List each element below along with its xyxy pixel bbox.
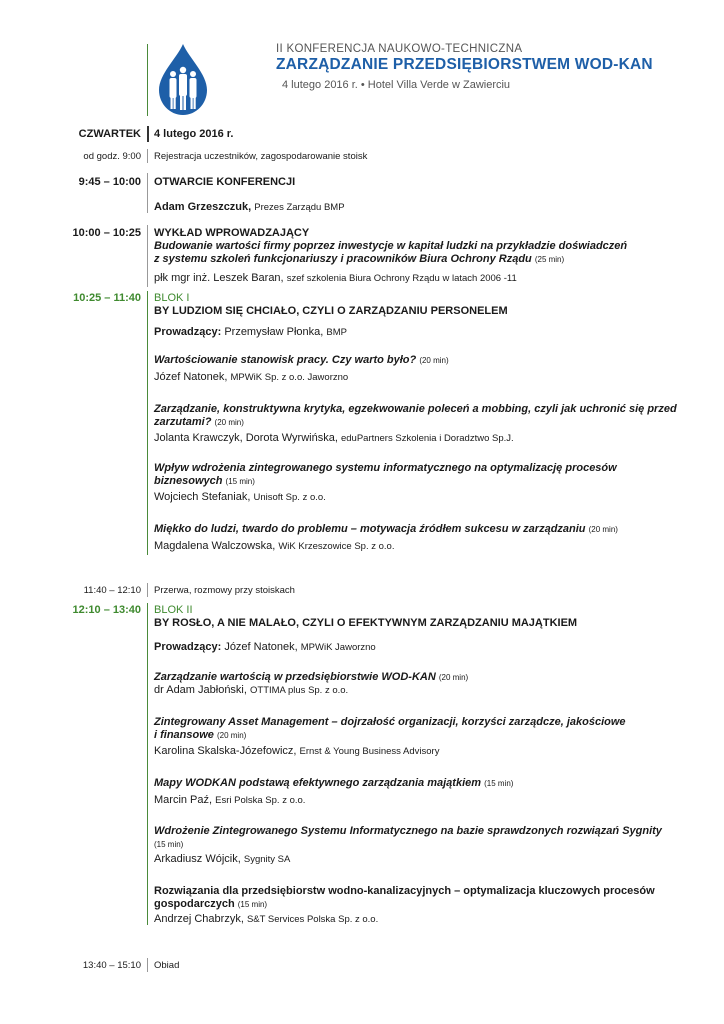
conference-title: ZARZĄDZANIE PRZEDSIĘBIORSTWEM WOD-KAN — [276, 56, 653, 73]
blok1-talk-4-title: Miękko do ludzi, twardo do problemu – motywacja źródłem sukcesu w zarządzaniu (20 min) — [154, 523, 618, 535]
keynote-time: 10:00 – 10:25 — [72, 227, 141, 239]
blok1-title: BY LUDZIOM SIĘ CHCIAŁO, CZYLI O ZARZĄDZANIU PERSONELEM — [154, 305, 508, 317]
blok2-talk-4-duration: (15 min) — [154, 840, 184, 849]
lunch-time: 13:40 – 15:10 — [82, 960, 141, 971]
blok2-time: 12:10 – 13:40 — [72, 604, 141, 616]
registration-text: Rejestracja uczestników, zagospodarowanie stoisk — [154, 151, 368, 162]
header-divider — [147, 44, 148, 116]
row-divider — [147, 958, 148, 972]
lunch-text: Obiad — [154, 960, 180, 971]
keynote-topic-cont: z systemu szkoleń funkcjonariuszy i pracowników Biura Ochrony Rządu (25 min) — [154, 253, 565, 265]
break-time: 11:40 – 12:10 — [83, 585, 141, 596]
row-divider — [147, 583, 148, 597]
blok2-divider — [147, 603, 148, 925]
conference-logo — [157, 44, 209, 116]
blok2-talk-3-title: Mapy WODKAN podstawą efektywnego zarządzania majątkiem (15 min) — [154, 777, 514, 789]
registration-time: od godz. 9:00 — [83, 151, 141, 162]
keynote-topic: Budowanie wartości firmy poprzez inwestycje w kapitał ludzki na przykładzie doświadczeń — [154, 240, 628, 252]
row-divider — [147, 225, 148, 287]
blok2-talk-4-title: Wdrożenie Zintegrowanego Systemu Informatycznego na bazie sprawdzonych rozwiązań Sygnity — [154, 825, 662, 837]
row-divider — [147, 149, 148, 163]
blok1-divider — [147, 291, 148, 555]
day-date: 4 lutego 2016 r. — [154, 128, 234, 140]
blok1-talk-2-speaker: Jolanta Krawczyk, Dorota Wyrwińska, eduPartners Szkolenia i Doradztwo Sp.J. — [154, 432, 514, 444]
day-label: CZWARTEK — [78, 128, 141, 140]
blok1-talk-2-title-cont: zarzutami? (20 min) — [154, 416, 244, 428]
blok1-moderator: Prowadzący: Przemysław Płonka, BMP — [154, 326, 348, 338]
blok2-title: BY ROSŁO, A NIE MALAŁO, CZYLI O EFEKTYWNYM ZARZĄDZANIU MAJĄTKIEM — [154, 617, 578, 629]
blok2-moderator: Prowadzący: Józef Natonek, MPWiK Jaworzno — [154, 641, 376, 653]
blok2-talk-5-speaker: Andrzej Chabrzyk, S&T Services Polska Sp. z o.o. — [154, 913, 379, 925]
conference-venue: 4 lutego 2016 r. • Hotel Villa Verde w Zawierciu — [282, 79, 511, 91]
blok2-talk-1-speaker: dr Adam Jabłoński, OTTIMA plus Sp. z o.o. — [154, 684, 349, 696]
blok2-talk-1-title: Zarządzanie wartością w przedsiębiorstwie WOD-KAN (20 min) — [154, 671, 469, 683]
blok2-talk-2-title-cont: i finansowe (20 min) — [154, 729, 247, 741]
opening-title: OTWARCIE KONFERENCJI — [154, 176, 296, 188]
blok1-talk-3-speaker: Wojciech Stefaniak, Unisoft Sp. z o.o. — [154, 491, 326, 503]
blok1-talk-4-speaker: Magdalena Walczowska, WiK Krzeszowice Sp. z o.o. — [154, 540, 395, 552]
blok1-time: 10:25 – 11:40 — [73, 292, 141, 304]
blok1-talk-3-title: Wpływ wdrożenia zintegrowanego systemu informatycznego na optymalizację procesów — [154, 462, 617, 474]
blok2-talk-5-title: Rozwiązania dla przedsiębiorstw wodno-kanalizacyjnych – optymalizacja kluczowych procesów — [154, 885, 655, 897]
day-divider — [147, 126, 149, 142]
blok1-talk-3-title-cont: biznesowych (15 min) — [154, 475, 255, 487]
blok2-label: BLOK II — [154, 604, 193, 616]
keynote-title: WYKŁAD WPROWADZAJĄCY — [154, 227, 310, 239]
blok2-talk-3-speaker: Marcin Paź, Esri Polska Sp. z o.o. — [154, 794, 306, 806]
blok1-talk-2-title: Zarządzanie, konstruktywna krytyka, egzekwowanie poleceń a mobbing, czyli jak uchronić się przed — [154, 403, 677, 415]
opening-time: 9:45 – 10:00 — [78, 176, 141, 188]
blok2-talk-2-speaker: Karolina Skalska-Józefowicz, Ernst & Young Business Advisory — [154, 745, 440, 757]
row-divider — [147, 173, 148, 213]
opening-speaker: Adam Grzeszczuk, Prezes Zarządu BMP — [154, 201, 345, 213]
blok2-talk-5-title-cont: gospodarczych (15 min) — [154, 898, 268, 910]
break-text: Przerwa, rozmowy przy stoiskach — [154, 585, 295, 596]
blok2-talk-2-title: Zintegrowany Asset Management – dojrzałość organizacji, korzyści zarządcze, jakościowe — [154, 716, 626, 728]
blok2-talk-4-speaker: Arkadiusz Wójcik, Sygnity SA — [154, 853, 291, 865]
blok1-talk-1-speaker: Józef Natonek, MPWiK Sp. z o.o. Jaworzno — [154, 371, 349, 383]
blok1-talk-1-title: Wartościowanie stanowisk pracy. Czy warto było? (20 min) — [154, 354, 449, 366]
blok1-label: BLOK I — [154, 292, 190, 304]
conference-subtitle: II KONFERENCJA NAUKOWO-TECHNICZNA — [276, 43, 523, 55]
keynote-speaker: płk mgr inż. Leszek Baran, szef szkolenia Biura Ochrony Rządu w latach 2006 -11 — [154, 272, 517, 284]
